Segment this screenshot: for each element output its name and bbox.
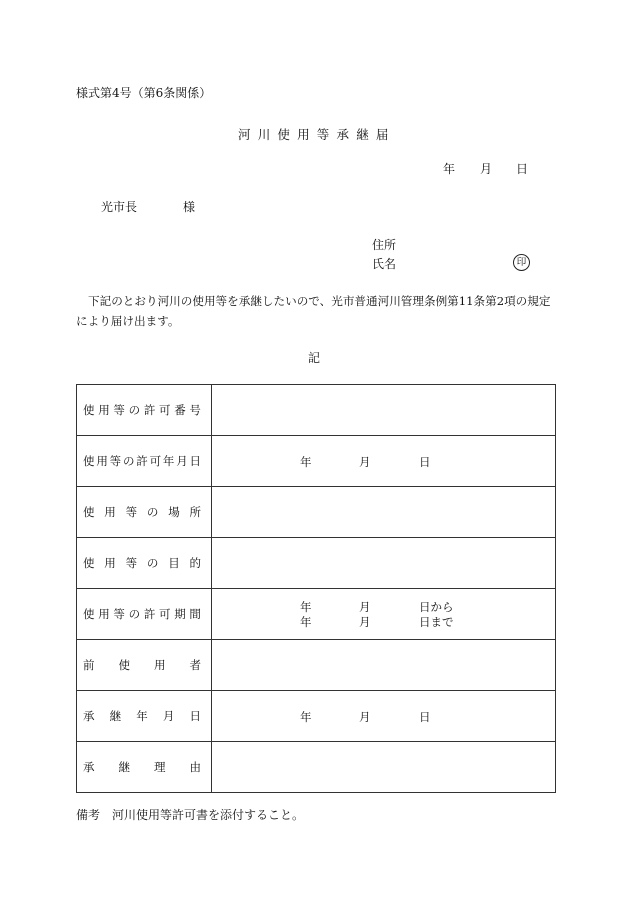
label-char: 等 (125, 556, 138, 570)
label-char: 使 (83, 505, 95, 519)
month-label: 月 (359, 709, 371, 724)
label-char: 年 (162, 454, 175, 468)
date-line (212, 454, 555, 469)
label-char: 許 (143, 607, 156, 621)
label-char: 使 (118, 658, 130, 672)
label-char: 用 (154, 658, 166, 672)
label-char: 場 (168, 505, 180, 519)
table-row (77, 538, 556, 589)
label-char: 等 (113, 403, 125, 417)
label-char: 年 (136, 709, 148, 723)
label-char: 用 (104, 505, 116, 519)
label-char: 号 (189, 403, 201, 417)
name-label: 氏名 (372, 257, 397, 271)
row-label (77, 691, 212, 742)
label-char: 前 (83, 658, 95, 672)
label-char: 用 (96, 454, 108, 468)
date-line (212, 709, 555, 724)
permit-period-field[interactable] (212, 589, 556, 640)
label-char: 許 (136, 454, 148, 468)
label-char: 等 (109, 454, 122, 468)
detail-table (76, 384, 556, 793)
label-char: 継 (109, 709, 122, 723)
address-label: 住所 (372, 238, 397, 252)
spread-label (83, 555, 201, 571)
month-label: 月 (359, 600, 371, 614)
document-title: 河川使用等承継届 (238, 127, 396, 142)
row-label (77, 589, 212, 640)
location-field[interactable] (212, 487, 556, 538)
day-label: 日 (419, 454, 431, 469)
permit-date-field[interactable] (212, 436, 556, 487)
spread-label (83, 402, 201, 418)
date-line-from (212, 599, 555, 614)
year-label: 年 (300, 600, 312, 614)
label-char: 間 (189, 607, 201, 621)
label-char: の (128, 607, 141, 621)
previous-user-field[interactable] (212, 640, 556, 691)
row-label (77, 742, 212, 793)
day-label: 日 (419, 709, 431, 724)
label-char: の (146, 505, 159, 519)
table-row (77, 589, 556, 640)
label-char: 使 (83, 607, 95, 621)
label-char: 使 (83, 556, 95, 570)
label-char: 月 (162, 709, 175, 723)
label-char: 使 (83, 454, 95, 468)
row-label (77, 487, 212, 538)
addressee: 光市長 (101, 200, 138, 214)
spread-label (83, 708, 201, 724)
label-char: 者 (189, 658, 201, 672)
table-row (77, 742, 556, 793)
date-line-to (212, 614, 555, 629)
label-char: 可 (149, 454, 162, 468)
spread-label (83, 657, 201, 673)
form-number: 様式第4号（第6条関係） (76, 86, 212, 100)
spread-label (83, 453, 201, 469)
day-from-label: 日から (419, 600, 454, 614)
label-char: 許 (143, 403, 156, 417)
table-row (77, 487, 556, 538)
label-char: 月 (176, 454, 188, 468)
remarks: 備考 河川使用等許可書を添付すること。 (76, 808, 305, 822)
label-char: 用 (98, 607, 110, 621)
seal-icon: 印 (513, 254, 530, 271)
purpose-field[interactable] (212, 538, 556, 589)
record-heading: 記 (308, 351, 321, 365)
month-label: 月 (359, 615, 371, 629)
label-char: 等 (125, 505, 138, 519)
row-label (77, 385, 212, 436)
label-char: 継 (118, 760, 130, 774)
year-label: 年 (300, 454, 312, 469)
label-char: 承 (83, 760, 95, 774)
addressee-honorific: 様 (183, 200, 196, 214)
label-char: 等 (113, 607, 125, 621)
label-char: 由 (189, 760, 201, 774)
label-char: 日 (189, 709, 201, 723)
table-row (77, 436, 556, 487)
table-row (77, 385, 556, 436)
label-char: 使 (83, 403, 95, 417)
label-char: の (128, 403, 141, 417)
table-row (77, 640, 556, 691)
label-char: 日 (189, 454, 201, 468)
label-char: の (146, 556, 159, 570)
date-month-label: 月 (480, 162, 493, 176)
row-label (77, 538, 212, 589)
spread-label (83, 759, 201, 775)
month-label: 月 (359, 454, 371, 469)
label-char: 理 (154, 760, 166, 774)
year-label: 年 (300, 615, 312, 629)
label-char: 期 (174, 607, 186, 621)
label-char: 的 (189, 556, 201, 570)
permit-number-field[interactable] (212, 385, 556, 436)
label-char: 目 (168, 556, 180, 570)
spread-label (83, 606, 201, 622)
label-char: 承 (83, 709, 95, 723)
day-to-label: 日まで (419, 615, 454, 629)
date-year-label: 年 (443, 162, 456, 176)
row-label (77, 640, 212, 691)
label-char: 用 (104, 556, 116, 570)
table-row (77, 691, 556, 742)
label-char: 可 (159, 607, 171, 621)
body-text: 下記のとおり河川の使用等を承継したいので、光市普通河川管理条例第11条第2項の規定により届け出ます。 (76, 294, 551, 328)
label-char: 所 (189, 505, 201, 519)
succession-date-field[interactable] (212, 691, 556, 742)
label-char: 番 (174, 403, 186, 417)
label-char: の (122, 454, 135, 468)
succession-reason-field[interactable] (212, 742, 556, 793)
label-char: 用 (98, 403, 110, 417)
label-char: 可 (159, 403, 171, 417)
year-label: 年 (300, 709, 312, 724)
row-label (77, 436, 212, 487)
date-day-label: 日 (516, 162, 529, 176)
spread-label (83, 504, 201, 520)
